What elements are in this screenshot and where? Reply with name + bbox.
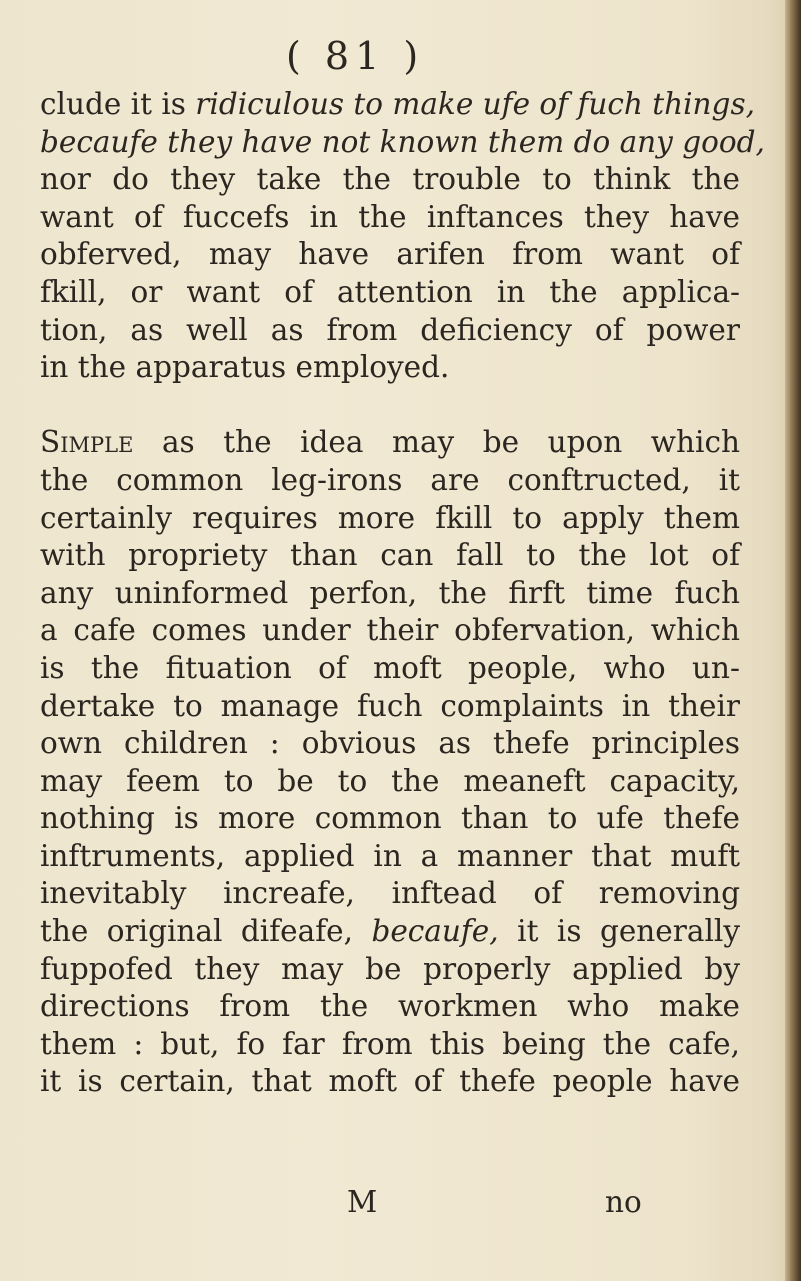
catchword: no: [605, 1185, 642, 1219]
text-segment: is the fituation of moft people, who un-: [40, 650, 740, 685]
text-segment: fuppofed they may be properly applied by: [40, 951, 740, 986]
text-segment: clude it is: [40, 87, 196, 121]
text-segment: ridiculous to make ufe of fuch things,: [195, 87, 755, 121]
text-segment: with propriety than can fall to the lot of: [40, 538, 740, 573]
text-line: [40, 913, 740, 951]
text-line: [40, 124, 765, 162]
text-segment: a cafe comes under their obfervation, which: [40, 613, 740, 648]
text-segment: becaufe they have not known them do any good,: [40, 124, 765, 159]
page-number: ( 81 ): [286, 34, 425, 78]
page-footer: [0, 1185, 801, 1225]
text-segment: tion, as well as from deficiency of power: [40, 312, 740, 347]
text-segment: certainly requires more fkill to apply them: [40, 500, 740, 535]
text-line: [40, 537, 740, 575]
text-segment: dertake to manage fuch complaints in their: [40, 688, 740, 723]
body-text: [40, 86, 765, 1101]
text-line: [40, 1063, 740, 1101]
text-segment: want of fuccefs in the inftances they have: [40, 199, 740, 234]
text-segment: may feem to be to the meaneft capacity,: [40, 763, 740, 798]
text-segment: Simple: [40, 425, 134, 460]
text-line: [40, 612, 740, 650]
text-line: [40, 800, 740, 838]
text-segment: it is certain, that moft of thefe people have: [40, 1064, 740, 1099]
text-line: [40, 650, 740, 688]
text-line: [40, 86, 755, 124]
text-segment: nor do they take the trouble to think the: [40, 162, 740, 197]
text-line: [40, 312, 740, 350]
text-line: [40, 161, 740, 199]
text-line: [40, 236, 740, 274]
text-line: [40, 988, 740, 1026]
paragraph-gap: [40, 387, 740, 425]
text-line: [40, 763, 740, 801]
text-segment: inftruments, applied in a manner that muft: [40, 838, 740, 873]
text-segment: obferved, may have arifen from want of: [40, 237, 740, 272]
text-segment: them : but, fo far from this being the cafe,: [40, 1026, 740, 1061]
page-edge-shadow: [785, 0, 801, 1281]
text-segment: nothing is more common than to ufe thefe: [40, 801, 740, 836]
text-line: [40, 349, 740, 387]
text-line: [40, 688, 740, 726]
text-line: [40, 199, 740, 237]
text-segment: fkill, or want of attention in the applica-: [40, 274, 740, 309]
text-line: [40, 1026, 740, 1064]
text-segment: inevitably increafe, inftead of removing: [40, 876, 740, 911]
text-segment: the common leg-irons are conftructed, it: [40, 462, 740, 497]
text-line: [40, 274, 740, 312]
text-segment: it is generally: [498, 914, 740, 949]
text-line: [40, 875, 740, 913]
text-line: [40, 500, 740, 538]
text-line: [40, 838, 740, 876]
text-line: [40, 575, 740, 613]
text-line: [40, 725, 740, 763]
text-line: [40, 462, 740, 500]
text-segment: any uninformed perfon, the firft time fuch: [40, 575, 740, 610]
text-segment: own children : obvious as thefe principles: [40, 726, 740, 761]
text-line: [40, 424, 740, 462]
text-segment: as the idea may be upon which: [133, 425, 740, 460]
text-segment: directions from the workmen who make: [40, 989, 740, 1024]
text-segment: becaufe,: [371, 914, 499, 949]
text-segment: in the apparatus employed.: [40, 350, 450, 385]
signature-mark: M: [347, 1185, 378, 1219]
text-line: [40, 951, 740, 989]
text-segment: the original difeafe,: [40, 914, 372, 949]
